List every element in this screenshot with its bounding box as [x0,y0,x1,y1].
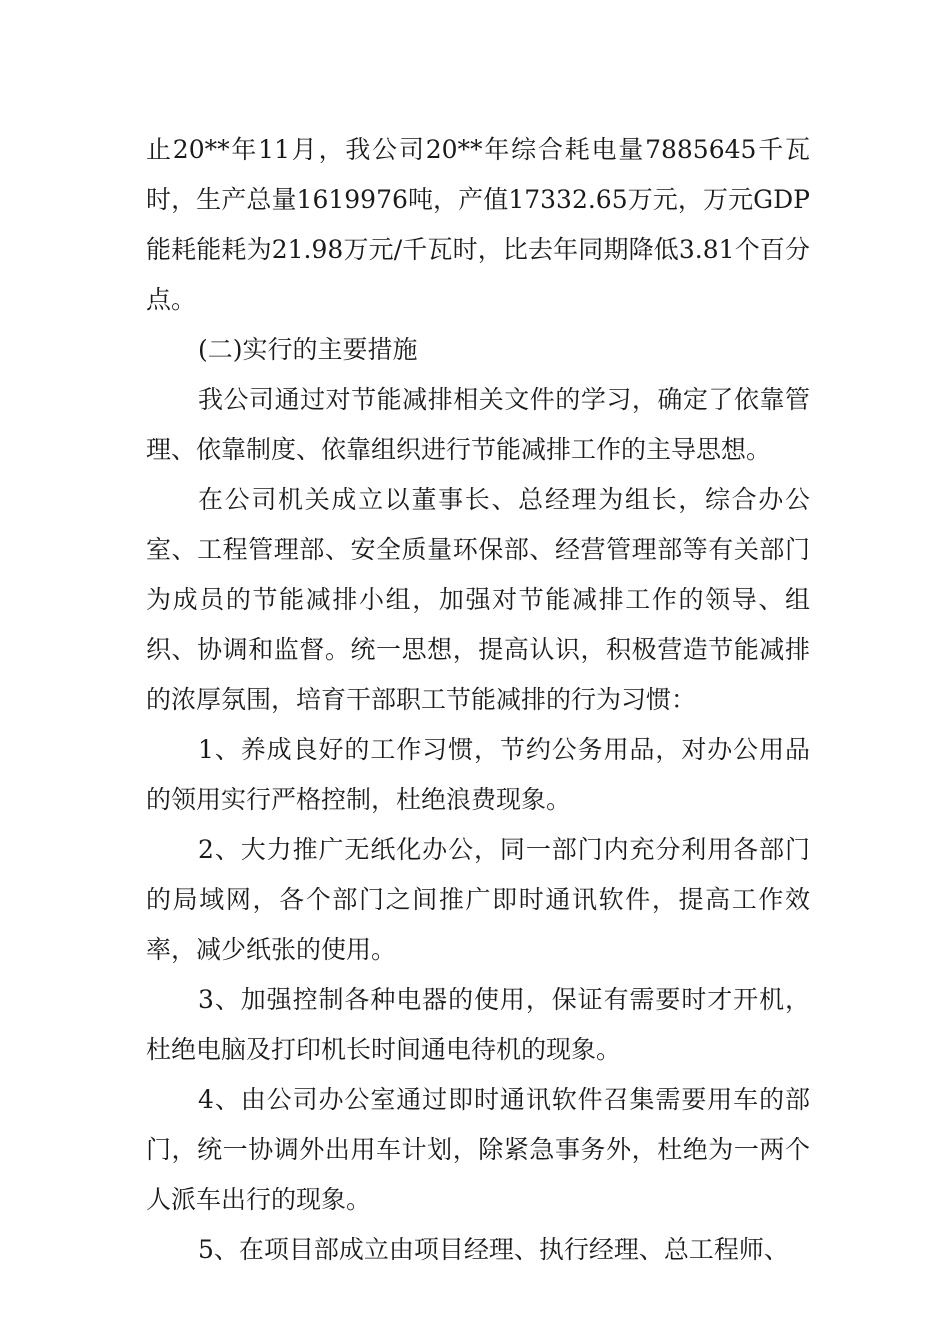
paragraph-working-group: 在公司机关成立以董事长、总经理为组长，综合办公室、工程管理部、安全质量环保部、经营管理部等有关部门为成员的节能减排小组，加强对节能减排工作的领导、组织、协调和监督。统一思想，提高认识，积极营造节能减排的浓厚氛围，培育干部职工节能减排的行为习惯： [146,485,810,714]
list-item-1: 1、养成良好的工作习惯，节约公务用品，对办公用品的领用实行严格控制，杜绝浪费现象。 [146,735,810,814]
paragraph-energy-stats: 止20**年11月，我公司20**年综合耗电量7885645千瓦时，生产总量1619976吨，产值17332.65万元，万元GDP能耗能耗为21.98万元/千瓦时，比去年同期降低3.81个百分点。 [146,135,810,314]
section-heading-main-measures: (二)实行的主要措施 [198,335,418,364]
list-item-4: 4、由公司办公室通过即时通讯软件召集需要用车的部门，统一协调外出用车计划，除紧急事务外，杜绝为一两个人派车出行的现象。 [146,1085,810,1214]
list-item-2: 2、大力推广无纸化办公，同一部门内充分利用各部门的局域网，各个部门之间推广即时通讯软件，提高工作效率，减少纸张的使用。 [146,835,810,964]
list-item-5: 5、在项目部成立由项目经理、执行经理、总工程师、 [198,1235,789,1264]
paragraph-guiding-idea: 我公司通过对节能减排相关文件的学习，确定了依靠管理、依靠制度、依靠组织进行节能减排工作的主导思想。 [146,385,810,464]
list-item-3: 3、加强控制各种电器的使用，保证有需要时才开机，杜绝电脑及打印机长时间通电待机的现象。 [146,985,810,1064]
document-body [146,125,810,1275]
